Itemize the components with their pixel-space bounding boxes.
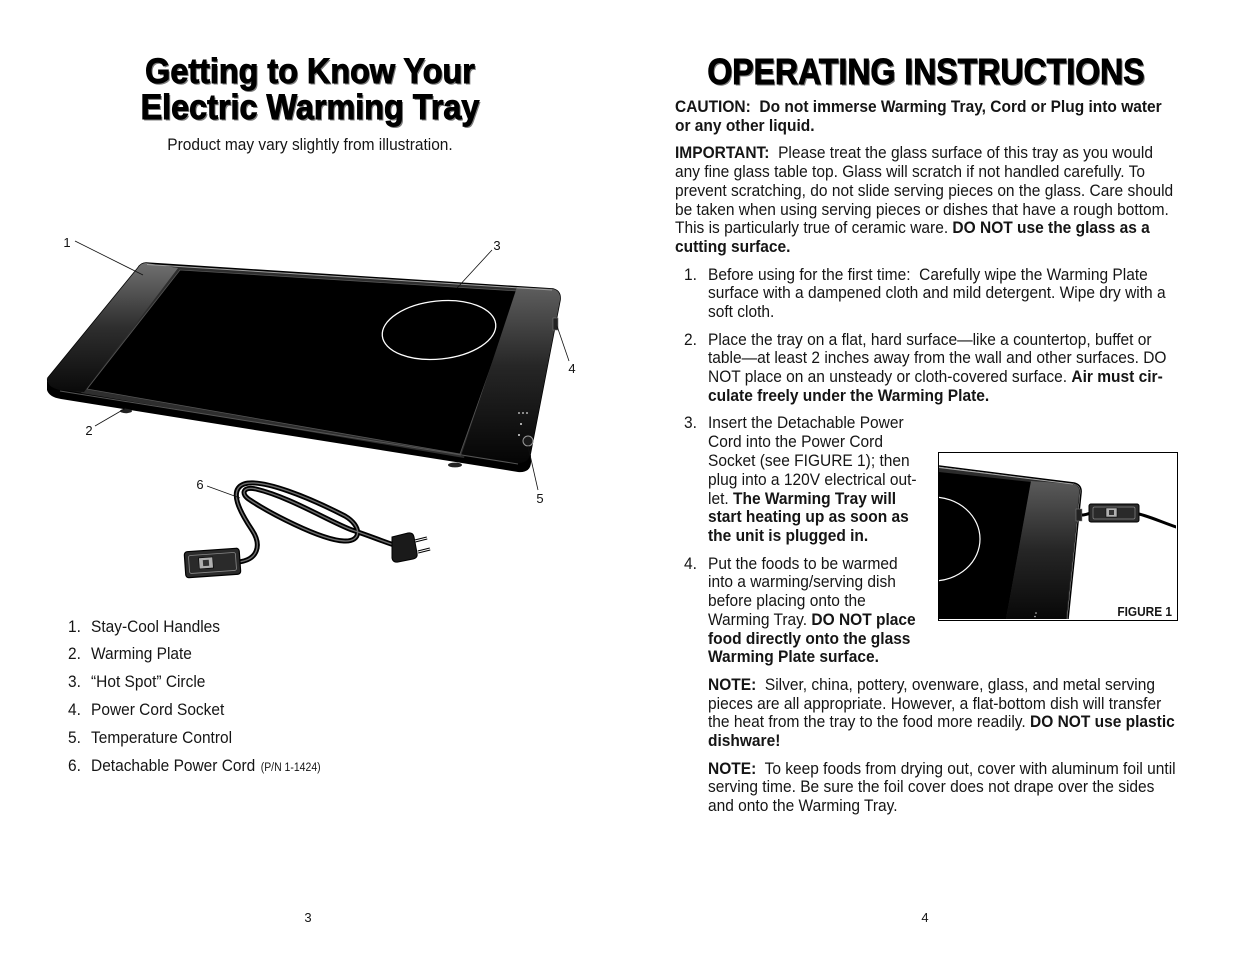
text: Place the tray on a flat, hard surface—like a countertop, buffet or <box>708 329 1152 349</box>
text: pieces are all appropriate. However, a flat-bottom dish will transfer <box>708 693 1162 713</box>
text: Put the foods to be warmed <box>708 553 898 573</box>
bold-text: NOTE: <box>708 674 757 694</box>
text: any fine glass table top. Glass will scratch if not handled carefully. To <box>675 161 1145 181</box>
text-line <box>708 266 1175 285</box>
bold-text: IMPORTANT: <box>675 143 770 163</box>
text-line <box>708 284 1175 303</box>
text: let. <box>708 488 733 508</box>
text: Silver, china, pottery, ovenware, glass, and metal serving <box>756 674 1155 694</box>
text: table—at least 2 inches away from the wall and other surfaces. DO <box>708 348 1167 368</box>
text: and onto the Warming Tray. <box>708 796 898 816</box>
text: be taken when using serving pieces or dishes that have a rough bottom. <box>675 199 1169 219</box>
callout-5: 5 <box>536 491 544 506</box>
part-number: 4. <box>68 699 81 719</box>
callout-1: 1 <box>63 235 71 250</box>
bold-text: start heating up as soon as <box>708 507 909 527</box>
text: prevent scratching, do not slide serving pieces on the glass. Care should <box>675 180 1174 200</box>
tray-foot <box>120 409 132 413</box>
power-cord-socket <box>553 318 558 330</box>
text-line <box>708 676 1175 695</box>
part-item <box>68 729 321 748</box>
text-line <box>708 433 1175 452</box>
text-line <box>675 98 1175 117</box>
title-line: Getting to Know Your <box>145 52 475 91</box>
text: plug into a 120V electrical out- <box>708 469 917 489</box>
bold-text: or any other liquid. <box>675 115 815 135</box>
figure-label: FIGURE 1 <box>1117 604 1172 619</box>
figure-power-cord <box>1139 514 1176 528</box>
callout-4: 4 <box>568 361 576 376</box>
bold-text: Warming Plate surface. <box>708 647 879 667</box>
figure-1 <box>938 452 1178 621</box>
text: Please treat the glass surface of this tray as you would <box>769 143 1153 163</box>
part-number-code: (P/N 1-1424) <box>260 761 321 774</box>
bold-text: cutting surface. <box>675 237 791 257</box>
step-number: 2. <box>684 329 697 349</box>
title-line: Electric Warming Tray <box>140 88 480 127</box>
page-number-left: 3 <box>304 910 312 925</box>
step-number: 3. <box>684 413 697 433</box>
text: into a warming/serving dish <box>708 572 896 592</box>
text-line <box>708 303 1175 322</box>
part-number: 1. <box>68 616 81 636</box>
part-item <box>68 673 321 692</box>
step-number: 1. <box>684 264 697 284</box>
illustration-disclaimer: Product may vary slightly from illustration. <box>167 134 453 154</box>
part-label: Temperature Control <box>91 727 233 747</box>
text-line <box>675 238 1175 257</box>
text: Insert the Detachable Power <box>708 413 904 433</box>
bold-text: The Warming Tray will <box>732 488 897 508</box>
power-cord <box>236 483 394 562</box>
text-line <box>708 630 1175 649</box>
bold-text: DO NOT use the glass as a <box>952 218 1150 238</box>
text-line <box>708 760 1175 779</box>
callout-2: 2 <box>85 423 93 438</box>
tray-foot <box>448 463 462 468</box>
warming-tray-illustration <box>0 220 620 590</box>
text-line <box>708 349 1175 368</box>
bold-text: CAUTION: Do not immerse Warming Tray, Cord or Plug into water <box>675 97 1162 116</box>
text-line <box>675 117 1175 136</box>
temperature-control-knob <box>523 436 533 446</box>
text-line <box>675 219 1175 238</box>
note-paragraph <box>675 760 1175 816</box>
note-paragraph <box>675 676 1175 751</box>
page-title-right: OPERATING INSTRUCTIONS <box>707 51 1145 92</box>
plug <box>392 533 430 562</box>
important-paragraph <box>675 144 1175 257</box>
callout-3: 3 <box>493 238 501 253</box>
text-line <box>708 414 1175 433</box>
text-line <box>675 144 1175 163</box>
text: the heat from the tray to the food more readily. <box>708 712 1031 732</box>
part-item <box>68 618 321 637</box>
power-cord-highlight <box>236 483 394 562</box>
part-label: “Hot Spot” Circle <box>91 672 206 692</box>
figure-power-cord-socket <box>1076 509 1082 521</box>
bold-text: the unit is plugged in. <box>708 526 869 546</box>
bold-text: culate freely under the Warming Plate. <box>708 385 990 405</box>
text-line <box>708 695 1175 714</box>
part-label: Power Cord Socket <box>91 699 225 719</box>
text: Before using for the first time: Carefully wipe the Warming Plate <box>708 264 1148 284</box>
bold-text: NOTE: <box>708 758 757 778</box>
step-text <box>708 331 1175 406</box>
page-number-right: 4 <box>921 910 929 925</box>
text-line <box>708 732 1175 751</box>
part-number: 6. <box>68 755 81 775</box>
text: serving time. Be sure the foil cover does not drape over the sides <box>708 777 1155 797</box>
text: Cord into the Power Cord <box>708 432 883 452</box>
text: To keep foods from drying out, cover with aluminum foil until <box>756 758 1176 778</box>
bold-text: DO NOT place <box>811 609 916 629</box>
text-line <box>708 331 1175 350</box>
text: Warming Tray. <box>708 609 812 629</box>
text-line <box>708 778 1175 797</box>
figure-temperature-control-box <box>1089 504 1139 522</box>
text-line <box>708 713 1175 732</box>
instruction-step-1 <box>675 266 1175 322</box>
bold-text: food directly onto the glass <box>708 628 911 648</box>
part-label: Detachable Power Cord <box>91 755 256 775</box>
part-number: 2. <box>68 644 81 664</box>
text: before placing onto the <box>708 591 866 611</box>
part-label: Stay-Cool Handles <box>91 616 221 636</box>
parts-list <box>68 618 321 787</box>
part-item <box>68 645 321 664</box>
bold-text: Air must cir- <box>1071 367 1163 387</box>
text: surface with a dampened cloth and mild detergent. Wipe dry with a <box>708 283 1166 303</box>
figure-1-illustration <box>939 453 1176 619</box>
callout-6: 6 <box>196 477 204 492</box>
part-number: 3. <box>68 672 81 692</box>
text: Socket (see FIGURE 1); then <box>708 450 910 470</box>
step-number: 4. <box>684 553 697 573</box>
bold-text: DO NOT use plastic <box>1030 712 1175 732</box>
caution-paragraph <box>675 98 1175 136</box>
text-line <box>708 797 1175 816</box>
text-line <box>708 648 1175 667</box>
text-line <box>675 163 1175 182</box>
part-item <box>68 701 321 720</box>
temperature-control-box <box>184 548 241 578</box>
text-line <box>708 387 1175 406</box>
text: This is particularly true of ceramic ware. <box>675 218 953 238</box>
text: soft cloth. <box>708 302 775 322</box>
text-line <box>708 368 1175 387</box>
bold-text: dishware! <box>708 731 781 751</box>
step-text <box>708 266 1175 322</box>
text-line <box>675 201 1175 220</box>
part-label: Warming Plate <box>91 644 192 664</box>
instruction-step-2 <box>675 331 1175 406</box>
part-number: 5. <box>68 727 81 747</box>
text-line <box>675 182 1175 201</box>
page-title-left <box>0 54 620 126</box>
text: NOT place on an unsteady or cloth-covered surface. <box>708 367 1072 387</box>
part-item <box>68 757 321 778</box>
